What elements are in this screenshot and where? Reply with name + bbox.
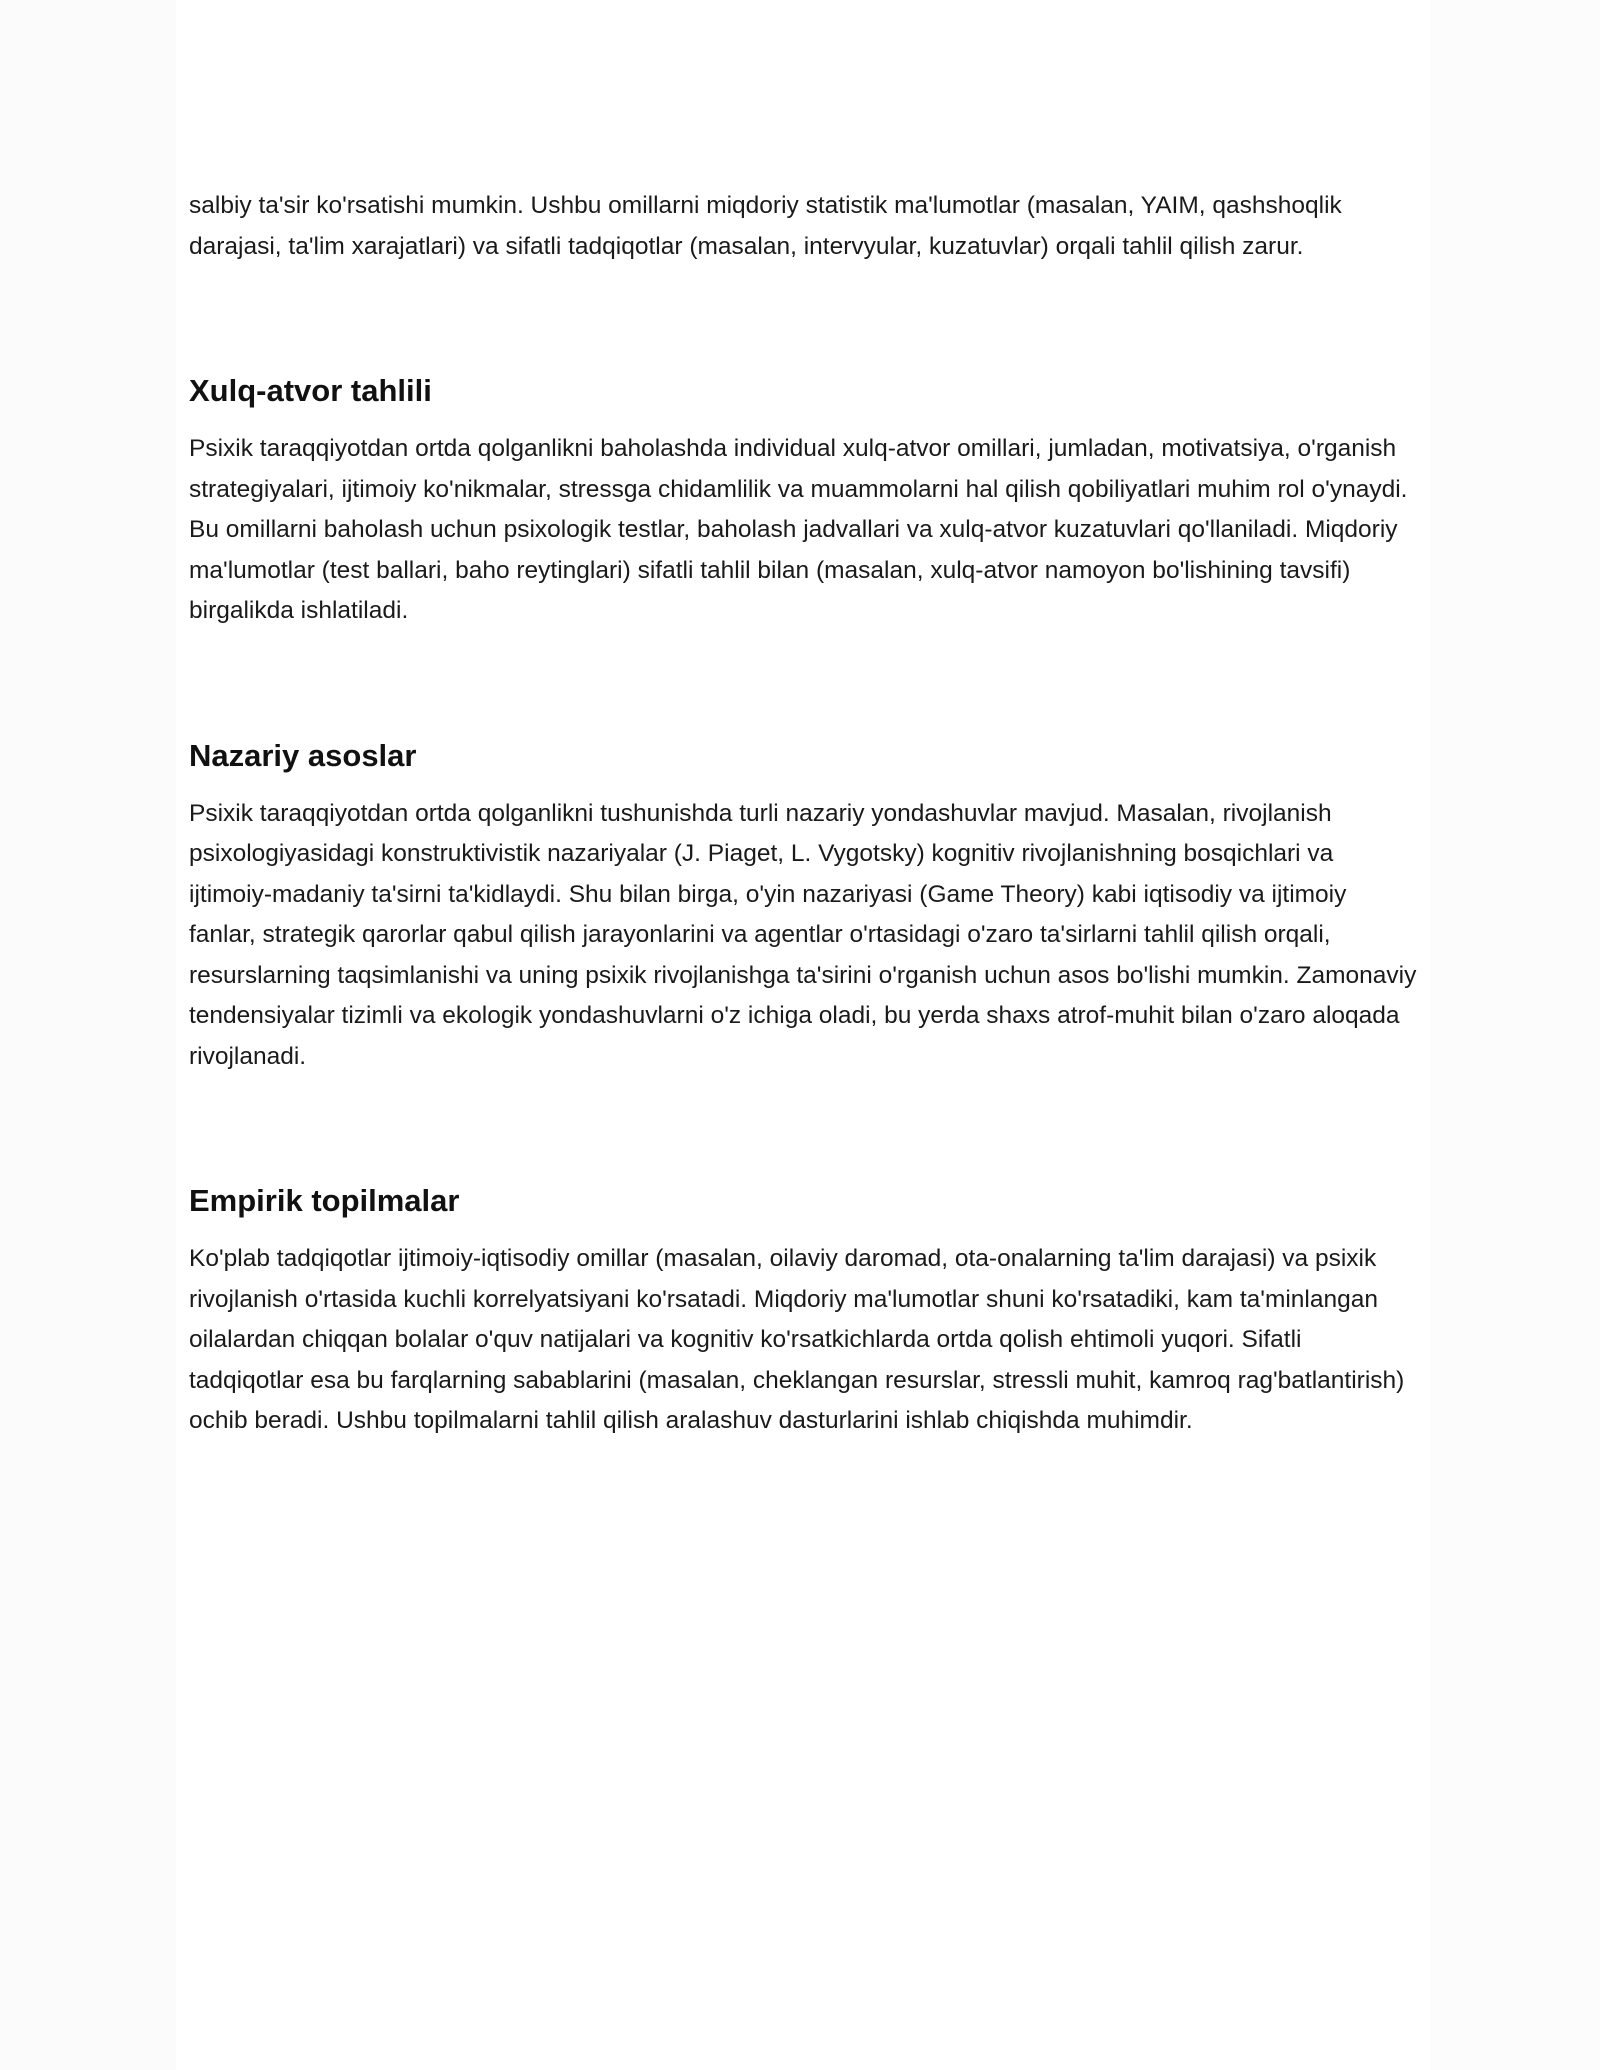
section-heading-nazariy-asoslar: Nazariy asoslar xyxy=(189,737,417,773)
section-body-empirik-topilmalar: Ko'plab tadqiqotlar ijtimoiy-iqtisodiy omillar (masalan, oilaviy daromad, ota-onalarning ta'lim darajasi) va psixik rivojlanish o'rtasida kuchli korrelyatsiyani ko'rsatadi. Miqdoriy ma'lumotlar shuni ko'rsatadiki, kam ta'minlangan oilalardan chiqqan bolalar o'quv natijalari va kognitiv ko'rsatkichlarda ortda qolish ehtimoli yuqori. Sifatli tadqiqotlar esa bu farqlarning sabablarini (masalan, cheklangan resurslar, stressli muhit, kamroq rag'batlantirish) ochib beradi. Ushbu topilmalarni tahlil qilish aralashuv dasturlarini ishlab chiqishda muhimdir. xyxy=(189,1245,1405,1434)
spacer xyxy=(189,411,1419,429)
spacer xyxy=(189,267,1419,371)
section-body-nazariy-asoslar: Psixik taraqqiyotdan ortda qolganlikni tushunishda turli nazariy yondashuvlar mavjud. Masalan, rivojlanish psixologiyasidagi konstruktivistik nazariyalar (J. Piaget, L. Vygotsky) kognitiv rivojlanishning bosqichlari va ijtimoiy-madaniy ta'sirni ta'kidlaydi. Shu bilan birga, o'yin nazariyasi (Game Theory) kabi iqtisodiy va ijtimoiy fanlar, strategik qarorlar qabul qilish jarayonlarini va agentlar o'rtasidagi o'zaro ta'sirlarni tahlil qilish orqali, resurslarning taqsimlanishi va uning psixik rivojlanishga ta'sirini o'rganish uchun asos bo'lishi mumkin. Zamonaviy tendensiyalar tizimli va ekologik yondashuvlarni o'z ichiga oladi, bu yerda shaxs atrof-muhit bilan o'zaro aloqada rivojlanadi. xyxy=(189,799,1417,1070)
left-margin xyxy=(0,0,176,2070)
document-body xyxy=(189,186,1419,1442)
intro-paragraph: salbiy ta'sir ko'rsatishi mumkin. Ushbu omillarni miqdoriy statistik ma'lumotlar (masalan, YAIM, qashshoqlik darajasi, ta'lim xarajatlari) va sifatli tadqiqotlar (masalan, intervyular, kuzatuvlar) orqali tahlil qilish zarur. xyxy=(189,192,1342,260)
spacer xyxy=(189,1221,1419,1239)
spacer xyxy=(189,632,1419,736)
right-margin xyxy=(1430,0,1600,2070)
section-heading-empirik-topilmalar: Empirik topilmalar xyxy=(189,1183,460,1218)
section-heading-xulq-atvor-tahlili: Xulq-atvor tahlili xyxy=(189,373,432,408)
spacer xyxy=(189,776,1419,794)
spacer xyxy=(189,1077,1419,1181)
section-body-xulq-atvor-tahlili: Psixik taraqqiyotdan ortda qolganlikni baholashda individual xulq-atvor omillari, jumladan, motivatsiya, o'rganish strategiyalari, ijtimoiy ko'nikmalar, stressga chidamlilik va muammolarni hal qilish qobiliyatlari muhim rol o'ynaydi. Bu omillarni baholash uchun psixologik testlar, baholash jadvallari va xulq-atvor kuzatuvlari qo'llaniladi. Miqdoriy ma'lumotlar (test ballari, baho reytinglari) sifatli tahlil bilan (masalan, xulq-atvor namoyon bo'lishining tavsifi) birgalikda ishlatiladi. xyxy=(189,435,1408,624)
